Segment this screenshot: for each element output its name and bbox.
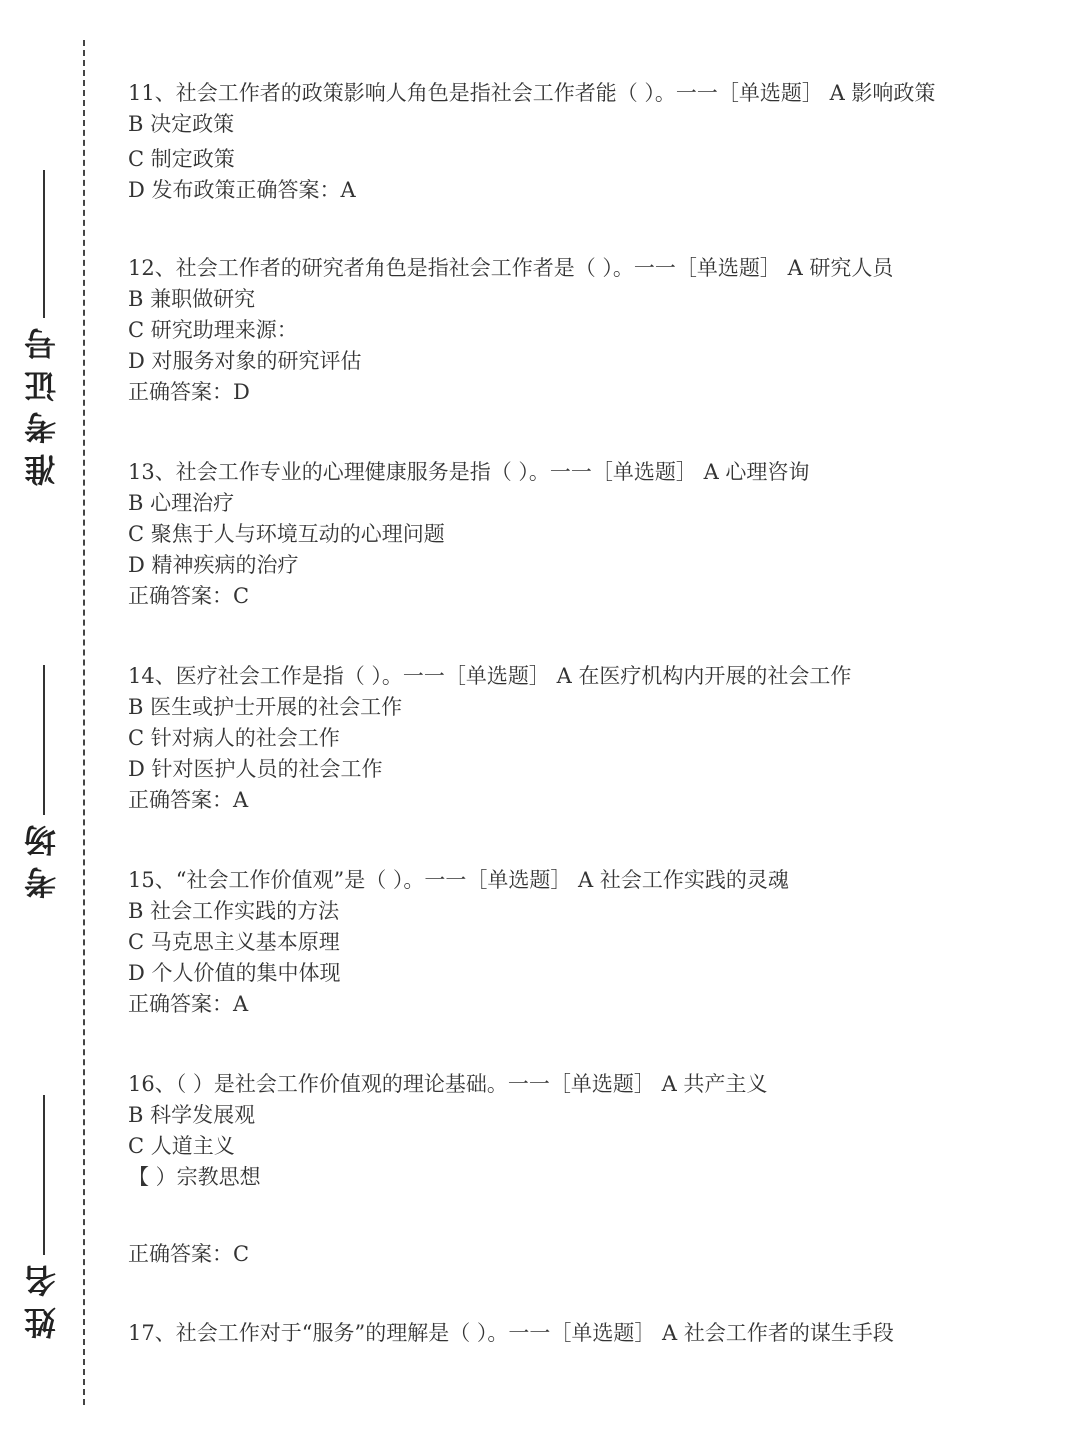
option-c: C 研究助理来源：	[128, 318, 298, 342]
option-d: 【 ）宗教思想	[128, 1165, 261, 1189]
question-list	[128, 78, 1028, 1349]
answer: 正确答案：A	[128, 788, 249, 812]
answer: 正确答案：D	[128, 380, 250, 404]
question-16-answer	[128, 1239, 1028, 1270]
option-c: C 针对病人的社会工作	[128, 726, 340, 750]
option-b: B 兼职做研究	[128, 287, 256, 311]
option-c: C 人道主义	[128, 1134, 235, 1158]
name-label: 姓名	[23, 1255, 61, 1339]
question-16	[128, 1069, 1028, 1193]
question-17	[128, 1318, 1028, 1349]
option-c: C 马克思主义基本原理	[128, 930, 340, 954]
option-c: C 聚焦于人与环境互动的心理问题	[128, 522, 445, 546]
option-d: D 个人价值的集中体现	[128, 961, 341, 985]
option-b: B 科学发展观	[128, 1103, 256, 1127]
option-b: B 决定政策	[128, 112, 235, 136]
option-b: B 社会工作实践的方法	[128, 899, 340, 923]
option-d: D 精神疾病的治疗	[128, 553, 299, 577]
question-stem: 13、社会工作专业的心理健康服务是指（ ）。一一［单选题］ A 心理咨询	[128, 460, 810, 484]
question-stem: 14、医疗社会工作是指（ ）。一一［单选题］ A 在医疗机构内开展的社会工作	[128, 664, 852, 688]
option-d: D 针对医护人员的社会工作	[128, 757, 383, 781]
answer: 正确答案：A	[128, 992, 249, 1016]
question-stem: 12、社会工作者的研究者角色是指社会工作者是（ ）。一一［单选题］ A 研究人员	[128, 256, 894, 280]
option-d: D 对服务对象的研究评估	[128, 349, 362, 373]
option-b: B 心理治疗	[128, 491, 235, 515]
question-11	[128, 78, 1028, 206]
question-14	[128, 661, 1028, 816]
question-stem: 17、社会工作对于“服务”的理解是（ ）。一一［单选题］ A 社会工作者的谋生手段	[128, 1321, 894, 1345]
exam-room-label: 考场	[23, 815, 61, 899]
question-15	[128, 865, 1028, 1020]
option-b: B 医生或护士开展的社会工作	[128, 695, 403, 719]
exam-room-underline	[43, 665, 45, 815]
question-stem: 16、（ ）是社会工作价值观的理论基础。一一［单选题］ A 共产主义	[128, 1072, 768, 1096]
admission-no-underline	[43, 170, 45, 318]
admission-no-label: 准考证号	[23, 318, 61, 486]
answer: 正确答案：C	[128, 584, 250, 608]
question-stem: 11、社会工作者的政策影响人角色是指社会工作者能（ ）。一一［单选题］ A 影响政策	[128, 81, 936, 105]
option-d-answer: D 发布政策正确答案：A	[128, 178, 356, 202]
question-12	[128, 253, 1028, 408]
question-stem: 15、“社会工作价值观”是（ ）。一一［单选题］ A 社会工作实践的灵魂	[128, 868, 789, 892]
admission-no-field	[22, 170, 62, 486]
answer: 正确答案：C	[128, 1242, 250, 1266]
option-c: C 制定政策	[128, 147, 235, 171]
dashed-cut-line	[83, 40, 85, 1405]
question-13	[128, 457, 1028, 612]
name-underline	[43, 1095, 45, 1255]
name-field	[22, 1095, 62, 1339]
exam-room-field	[22, 665, 62, 899]
